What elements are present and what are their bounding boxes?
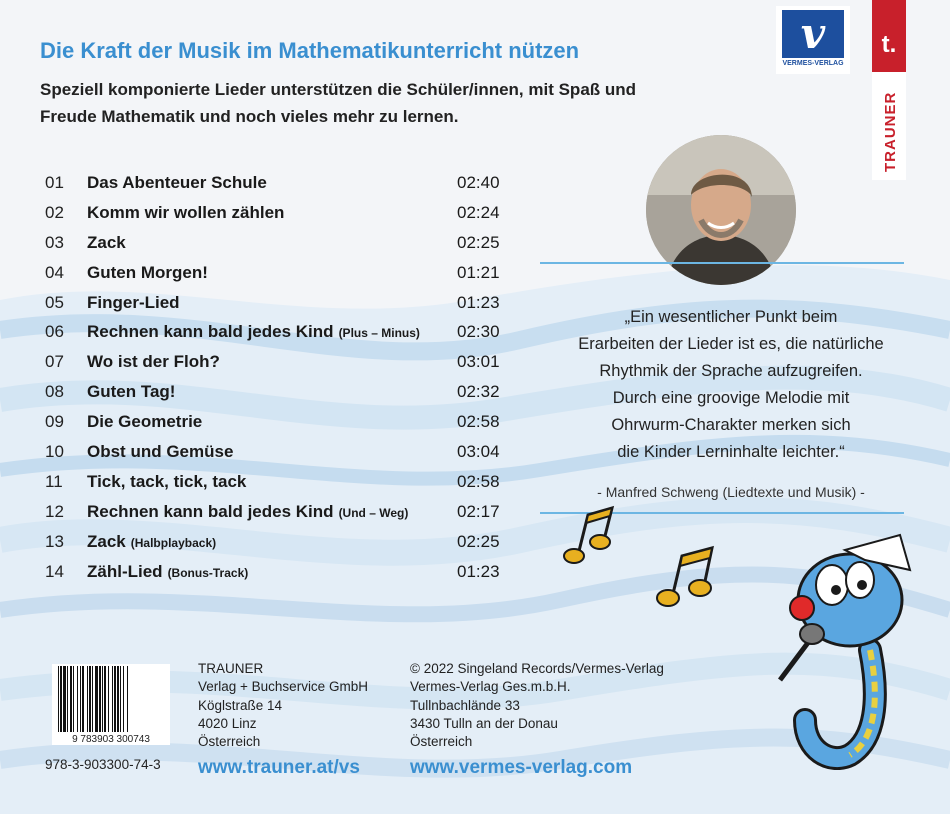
barcode-bar — [127, 666, 128, 732]
barcode-bar — [60, 666, 62, 732]
track-duration: 02:40 — [457, 173, 500, 192]
track-note: (Halbplayback) — [130, 535, 217, 550]
track-row — [45, 377, 515, 407]
track-duration: 03:04 — [457, 442, 500, 462]
barcode-bar — [104, 666, 106, 732]
vermes-logo — [776, 6, 850, 74]
track-title: Tick, tack, tick, tack — [87, 471, 247, 491]
barcode-bar — [114, 666, 116, 732]
track-note: (Und – Weg) — [338, 505, 409, 520]
trauner-logo — [872, 0, 906, 180]
barcode-bar — [80, 666, 81, 732]
music-note-icon — [560, 500, 620, 570]
barcode-bar — [120, 666, 121, 732]
barcode — [52, 664, 170, 734]
track-row — [45, 437, 515, 467]
barcode-bar — [102, 666, 103, 732]
track-row — [45, 228, 515, 258]
track-title: Rechnen kann bald jedes Kind (Plus – Minus) — [87, 322, 420, 342]
track-title: Zähl-Lied (Bonus-Track) — [87, 561, 249, 581]
track-number: 11 — [45, 471, 63, 491]
track-duration: 02:25 — [457, 232, 500, 252]
track-number: 14 — [45, 561, 64, 581]
track-duration: 01:21 — [457, 262, 500, 282]
track-number: 08 — [45, 382, 64, 402]
barcode-bar — [67, 666, 68, 732]
track-title: Das Abenteuer Schule — [87, 173, 267, 192]
barcode-bar — [70, 666, 72, 732]
track-number: 13 — [45, 531, 64, 551]
vermes-letter: v — [782, 10, 844, 58]
vermes-caption: VERMES-VERLAG — [782, 60, 844, 67]
track-title: Zack — [87, 232, 126, 252]
track-duration: 02:58 — [457, 471, 500, 491]
track-row — [45, 527, 515, 557]
track-number: 10 — [45, 442, 64, 462]
track-title: Guten Tag! — [87, 382, 176, 402]
barcode-bar — [87, 666, 88, 732]
track-row — [45, 497, 515, 527]
barcode-bar — [123, 666, 124, 732]
barcode-bar — [77, 666, 78, 732]
track-title: Wo ist der Floh? — [87, 352, 220, 372]
track-number: 05 — [45, 292, 64, 312]
track-number: 07 — [45, 352, 64, 372]
track-duration: 01:23 — [457, 292, 500, 312]
track-number: 09 — [45, 412, 64, 432]
track-number: 03 — [45, 232, 64, 252]
music-note-icon — [652, 540, 722, 610]
barcode-bar — [89, 666, 91, 732]
publisher-vermes-address: © 2022 Singeland Records/Vermes-Verlag Vermes-Verlag Ges.m.b.H. Tullnbachlände 33 3430 Tulln an der Donau Österreich — [410, 661, 664, 750]
barcode-bar — [108, 666, 109, 732]
track-title: Zack (Halbplayback) — [87, 531, 217, 551]
track-row — [45, 168, 515, 198]
track-title: Guten Morgen! — [87, 262, 208, 282]
barcode-bar — [73, 666, 74, 732]
barcode-bar — [95, 666, 98, 732]
track-row — [45, 258, 515, 288]
quote-author: - Manfred Schweng (Liedtexte und Musik) - — [597, 484, 865, 500]
track-duration: 03:01 — [457, 352, 500, 372]
track-duration: 02:25 — [457, 531, 500, 551]
track-duration: 02:32 — [457, 382, 500, 402]
track-duration: 01:23 — [457, 561, 500, 581]
trauner-vertical-text: TRAUNER — [882, 91, 899, 172]
track-duration: 02:17 — [457, 501, 500, 521]
barcode-bar — [82, 666, 84, 732]
track-row — [45, 198, 515, 228]
track-title: Finger-Lied — [87, 292, 180, 312]
subtitle: Speziell komponierte Lieder unterstützen die Schüler/innen, mit Spaß und Freude Mathematik und noch vieles mehr zu lernen. — [40, 80, 637, 126]
track-list — [45, 168, 515, 586]
track-row — [45, 347, 515, 377]
isbn: 978-3-903300-74-3 — [45, 757, 161, 772]
divider — [540, 262, 904, 264]
barcode-digits: 9 783903 300743 — [52, 734, 170, 745]
track-number: 12 — [45, 501, 64, 521]
barcode-bar — [99, 666, 101, 732]
worm-mascot-illustration — [750, 530, 930, 770]
barcode-bar — [117, 666, 119, 732]
page-title: Die Kraft der Musik im Mathematikunterricht nützen — [40, 38, 580, 63]
vermes-website-link[interactable]: www.vermes-verlag.com — [410, 757, 633, 778]
track-title: Obst und Gemüse — [87, 442, 234, 462]
track-number: 04 — [45, 262, 64, 282]
barcode-bar — [92, 666, 93, 732]
track-title: Komm wir wollen zählen — [87, 202, 285, 222]
trauner-letter: t. — [872, 0, 906, 72]
barcode-bar — [112, 666, 113, 732]
barcode-bar — [58, 666, 59, 732]
track-row — [45, 467, 515, 497]
trauner-website-link[interactable]: www.trauner.at/vs — [198, 757, 360, 778]
track-note: (Bonus-Track) — [167, 565, 249, 580]
barcode-bar — [63, 666, 66, 732]
track-note: (Plus – Minus) — [338, 326, 420, 341]
publisher-trauner-address: TRAUNER Verlag + Buchservice GmbH Köglstraße 14 4020 Linz Österreich — [198, 661, 368, 750]
quote-text: „Ein wesentlicher Punkt beim Erarbeiten der Lieder ist es, die natürliche Rhythmik der Sprache aufzugreifen. Durch eine groovige Melodie mit Ohrwurm-Charakter merken sich die Kinder Lerninhalte leichter.“ — [578, 308, 884, 461]
track-duration: 02:24 — [457, 202, 500, 222]
track-duration: 02:30 — [457, 322, 500, 342]
track-title: Die Geometrie — [87, 412, 203, 432]
track-title: Rechnen kann bald jedes Kind (Und – Weg) — [87, 501, 409, 521]
track-row — [45, 317, 515, 347]
track-number: 01 — [45, 173, 64, 192]
track-number: 02 — [45, 202, 64, 222]
track-number: 06 — [45, 322, 64, 342]
track-row — [45, 407, 515, 437]
track-duration: 02:58 — [457, 412, 500, 432]
track-row — [45, 288, 515, 318]
track-row — [45, 557, 515, 587]
